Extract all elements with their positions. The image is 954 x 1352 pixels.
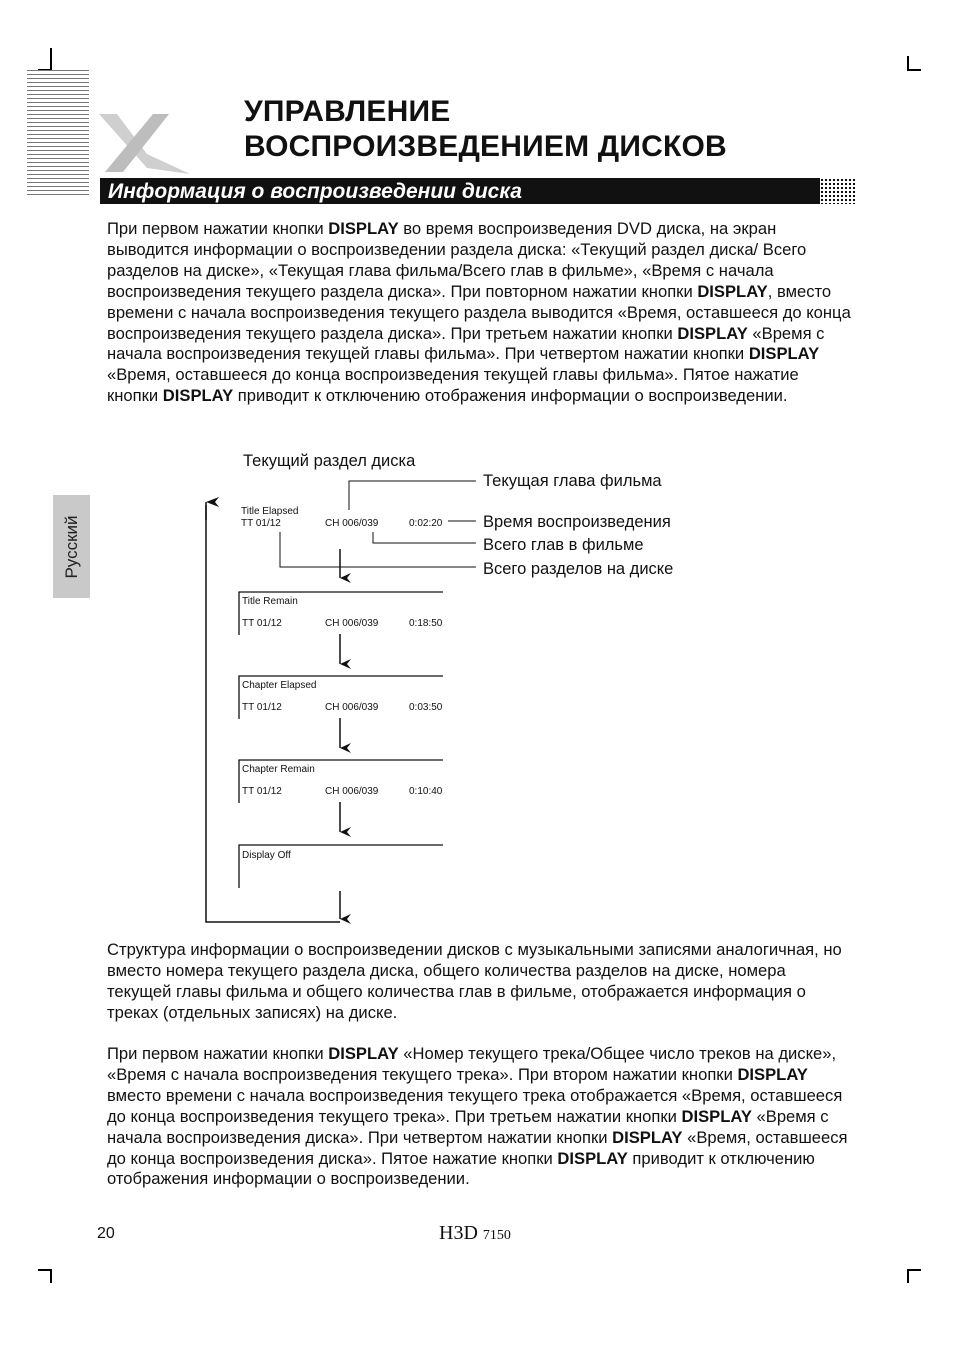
page-number: 20 [97, 1225, 115, 1242]
display-keyword: DISPLAY [612, 1127, 683, 1147]
osd-screens [241, 506, 443, 861]
osd-chapter-counter: CH 006/039 [325, 786, 379, 797]
display-keyword: DISPLAY [737, 1064, 808, 1084]
paragraph-text: во время воспроизведения DVD диска, на экран выводится информации о воспроизведении раздела диска: «Текущий раздел диска/ Всего разделов на диске», «Текущая глава фильма/Всего глав в фильме», «Время с начала воспроизведения текущего раздела диска». При повторном нажатии кнопки [107, 219, 807, 301]
osd-time: 0:10:40 [409, 786, 443, 797]
paragraph-text: «Номер текущего трека/Общее число треков на диске», «Время с начала воспроизведения текущего трека». При втором нажатии кнопки [107, 1044, 837, 1084]
display-keyword: DISPLAY [162, 386, 234, 406]
leader-current-chapter [349, 481, 476, 510]
osd-time: 0:18:50 [409, 618, 443, 629]
display-keyword: DISPLAY [748, 344, 820, 364]
display-keyword: DISPLAY [557, 1148, 628, 1168]
model-number: 7150 [482, 1228, 511, 1243]
osd-title-counter: TT 01/12 [242, 786, 282, 797]
paragraph-text: «Время с начала воспроизведения текущей главы фильма». При четвертом нажатии кнопки [107, 323, 825, 364]
display-keyword: DISPLAY [328, 1044, 399, 1063]
page-title-line-1: УПРАВЛЕНИЕ [244, 95, 451, 128]
leader-total-chapters [373, 532, 476, 543]
callout-current-title: Текущий раздел диска [243, 452, 416, 470]
paragraph-text: приводит к отключению отображения информации о воспроизведении. [107, 1148, 815, 1189]
language-tab-label: Русский [61, 514, 81, 579]
osd-mode-label: Title Elapsed [241, 506, 299, 517]
section-heading: Информация о воспроизведении диска [108, 180, 522, 203]
model-brand: H3D [439, 1222, 478, 1244]
paragraph-text: «Время, оставшееся до конца воспроизведения диска». Пятое нажатие кнопки [107, 1127, 848, 1168]
paragraph-text: вместо времени с начала воспроизведения текущего трека отображается «Время, оставшееся до конца воспроизведения текущего трека». При третьем нажатии кнопки [107, 1085, 843, 1126]
paragraph-text: Структура информации о воспроизведении дисков с музыкальными записями аналогичная, но вместо номера текущего раздела диска, общего количества разделов на диске, номера текущей главы фильма и общего количества глав в фильме, отображается информация о треках (отдельных записях) на диске. [107, 940, 842, 1022]
callout-total-chapters: Всего глав в фильме [483, 536, 644, 554]
osd-chapter-counter: CH 006/039 [325, 618, 379, 629]
model-name [439, 1222, 511, 1245]
callout-elapsed-time: Время воспроизведения [483, 513, 671, 531]
osd-chapter-counter: CH 006/039 [325, 702, 379, 713]
leader-total-titles [280, 532, 476, 567]
audio-cd-paragraph [107, 940, 853, 1024]
osd-title-counter: TT 01/12 [242, 618, 282, 629]
audio-display-paragraph [107, 1044, 853, 1190]
display-keyword: DISPLAY [681, 1106, 752, 1126]
display-keyword: DISPLAY [677, 323, 748, 343]
osd-mode-label: Title Remain [242, 596, 298, 607]
osd-title-counter: TT 01/12 [242, 702, 282, 713]
osd-time: 0:02:20 [409, 518, 443, 529]
osd-title-counter: TT 01/12 [241, 518, 281, 529]
page-title-line-2: ВОСПРОИЗВЕДЕНИЕМ ДИСКОВ [244, 130, 727, 163]
osd-mode-label: Chapter Remain [242, 764, 315, 775]
osd-mode-label: Chapter Elapsed [242, 680, 317, 691]
display-keyword: DISPLAY [697, 281, 768, 301]
osd-time: 0:03:50 [409, 702, 443, 713]
osd-chapter-counter: CH 006/039 [325, 518, 379, 529]
paragraph-text: При первом нажатии кнопки [107, 1044, 329, 1063]
screen-panel-frames [239, 592, 443, 888]
callout-total-titles: Всего разделов на диске [483, 560, 674, 578]
display-keyword: DISPLAY [328, 219, 399, 238]
callout-current-chapter: Текущая глава фильма [483, 472, 662, 490]
paragraph-text: При первом нажатии кнопки [107, 219, 329, 238]
paragraph-text: «Время, оставшееся до конца воспроизведения текущей главы фильма». Пятое нажатие кнопки [107, 365, 799, 406]
paragraph-text: , вместо времени с начала воспроизведения текущего раздела выводится «Время, оставшееся до конца воспроизведения текущего раздела диска». При третьем нажатии кнопки [107, 281, 851, 343]
paragraph-text: «Время с начала воспроизведения диска». При четвертом нажатии кнопки [107, 1106, 829, 1147]
paragraph-text: приводит к отключению отображения информации о воспроизведении. [233, 386, 788, 406]
osd-mode-label: Display Off [242, 850, 291, 861]
